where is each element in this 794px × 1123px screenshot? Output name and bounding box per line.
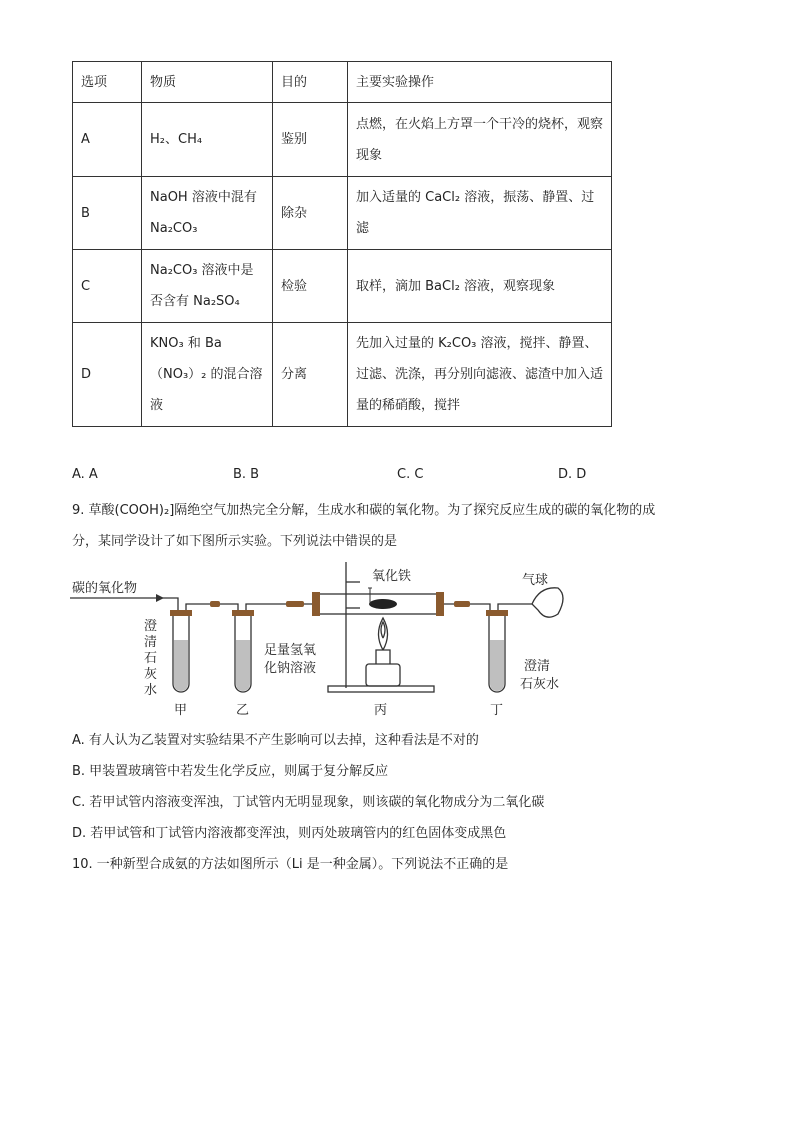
- cell-operation: 取样，滴加 BaCl₂ 溶液，观察现象: [348, 250, 612, 323]
- cell-purpose: 除杂: [273, 177, 348, 250]
- q9-option-b[interactable]: B. 甲装置玻璃管中若发生化学反应，则属于复分解反应: [72, 764, 389, 779]
- q9-option-d[interactable]: D. 若甲试管和丁试管内溶液都变浑浊，则丙处玻璃管内的红色固体变成黑色: [72, 826, 507, 841]
- answer-option-a[interactable]: A. A: [72, 467, 98, 482]
- table-row: [73, 103, 612, 177]
- naoh-label-line1: 足量氢氧: [264, 643, 317, 658]
- cell-option: A: [73, 103, 142, 177]
- cell-option: D: [73, 323, 142, 427]
- inlet-label: 碳的氧化物: [72, 581, 138, 596]
- table-row: [73, 250, 612, 323]
- cell-operation: 加入适量的 CaCl₂ 溶液，振荡、静置、过滤: [348, 177, 612, 250]
- station-label-jia: 甲: [174, 703, 188, 718]
- table-row: [73, 323, 612, 427]
- header-operation: 主要实验操作: [348, 62, 612, 103]
- cell-purpose: 鉴别: [273, 103, 348, 177]
- station-label-bing: 丙: [374, 703, 388, 718]
- limewater-left-char: 澄: [144, 619, 158, 634]
- answer-option-d[interactable]: D. D: [558, 467, 587, 482]
- table-header-row: [73, 62, 612, 103]
- limewater-left-char: 灰: [144, 667, 158, 682]
- cell-substance: Na₂CO₃ 溶液中是否含有 Na₂SO₄: [142, 250, 273, 323]
- q9-stem-line1: 9. 草酸(COOH)₂]隔绝空气加热完全分解，生成水和碳的氧化物。为了探究反应生成的碳的氧化物的成: [72, 503, 656, 518]
- cell-substance: H₂、CH₄: [142, 103, 273, 177]
- cell-option: B: [73, 177, 142, 250]
- naoh-label-line2: 化钠溶液: [264, 661, 317, 676]
- limewater-right-line2: 石灰水: [520, 677, 560, 692]
- answer-option-c[interactable]: C. C: [397, 467, 424, 482]
- balloon-label: 气球: [522, 573, 549, 588]
- iron-oxide-label: 氧化铁: [372, 569, 412, 584]
- q9-option-a[interactable]: A. 有人认为乙装置对实验结果不产生影响可以去掉，这种看法是不对的: [72, 733, 479, 748]
- station-label-ding: 丁: [490, 703, 504, 718]
- cell-substance: KNO₃ 和 Ba（NO₃）₂ 的混合溶液: [142, 323, 273, 427]
- cell-purpose: 检验: [273, 250, 348, 323]
- cell-operation: 点燃，在火焰上方罩一个干冷的烧杯，观察现象: [348, 103, 612, 177]
- header-purpose: 目的: [273, 62, 348, 103]
- cell-operation: 先加入过量的 K₂CO₃ 溶液，搅拌、静置、过滤、洗涤，再分别向滤液、滤渣中加入适量的稀硝酸，搅拌: [348, 323, 612, 427]
- options-table: [72, 61, 612, 427]
- q10-stem: 10. 一种新型合成氨的方法如图所示（Li 是一种金属）。下列说法不正确的是: [72, 857, 509, 872]
- q9-stem-line2: 分，某同学设计了如下图所示实验。下列说法中错误的是: [72, 534, 398, 549]
- answer-option-b[interactable]: B. B: [233, 467, 260, 482]
- limewater-left-char: 清: [144, 635, 158, 650]
- cell-substance: NaOH 溶液中混有 Na₂CO₃: [142, 177, 273, 250]
- station-label-yi: 乙: [236, 703, 250, 718]
- cell-option: C: [73, 250, 142, 323]
- header-substance: 物质: [142, 62, 273, 103]
- header-option: 选项: [73, 62, 142, 103]
- cell-purpose: 分离: [273, 323, 348, 427]
- limewater-right-line1: 澄清: [524, 659, 551, 674]
- q9-option-c[interactable]: C. 若甲试管内溶液变浑浊，丁试管内无明显现象，则该碳的氧化物成分为二氧化碳: [72, 795, 545, 810]
- table-row: [73, 177, 612, 250]
- apparatus-diagram: [70, 560, 590, 720]
- limewater-left-char: 石: [144, 651, 158, 666]
- limewater-left-char: 水: [144, 683, 158, 698]
